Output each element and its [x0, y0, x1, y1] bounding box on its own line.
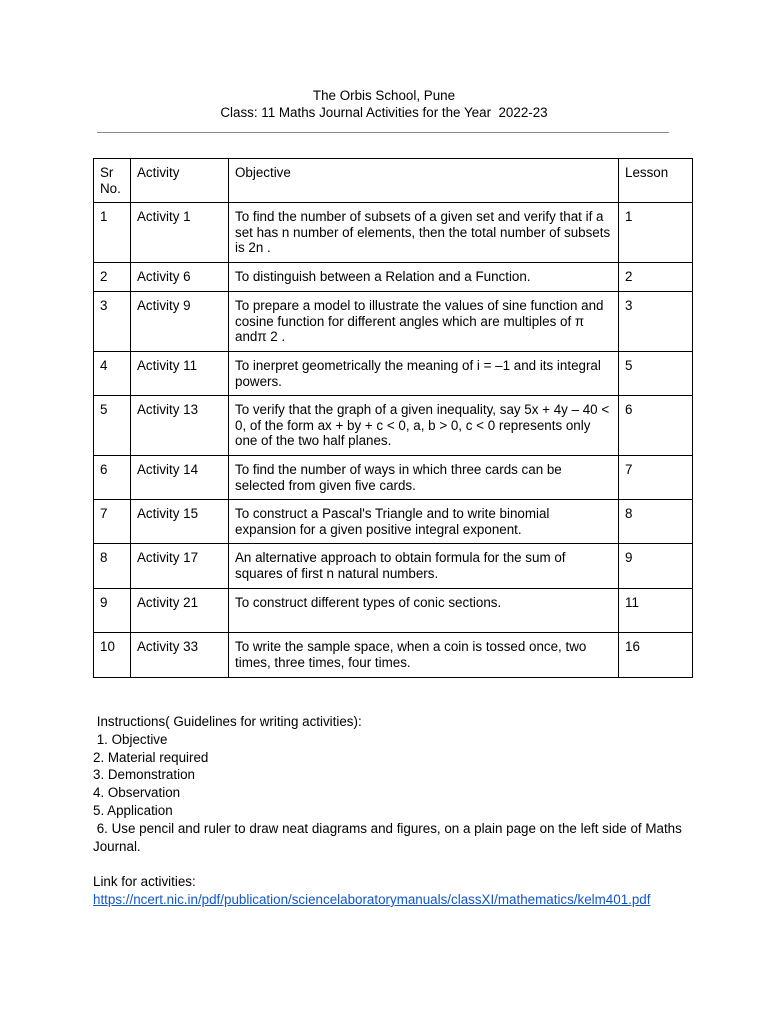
cell-sr: 1 [94, 203, 131, 263]
table-row [94, 292, 693, 352]
cell-sr: 5 [94, 396, 131, 456]
cell-activity: Activity 17 [131, 544, 229, 589]
cell-activity: Activity 21 [131, 589, 229, 633]
cell-sr: 2 [94, 263, 131, 292]
instruction-item: 5. Application [93, 802, 173, 818]
blank-line [93, 855, 693, 873]
cell-activity: Activity 1 [131, 203, 229, 263]
cell-activity: Activity 14 [131, 456, 229, 500]
cell-sr: 4 [94, 352, 131, 396]
table-row [94, 633, 693, 678]
table-row [94, 544, 693, 589]
cell-sr: 8 [94, 544, 131, 589]
cell-lesson: 8 [619, 500, 693, 544]
cell-lesson: 2 [619, 263, 693, 292]
activities-link[interactable]: https://ncert.nic.in/pdf/publication/sciencelaboratorymanuals/classXI/mathematics/kelm401.pdf [93, 891, 651, 907]
table-row [94, 263, 693, 292]
column-header-sr: Sr No. [94, 159, 131, 203]
column-header-objective: Objective [229, 159, 619, 203]
instruction-item: 6. Use pencil and ruler to draw neat diagrams and figures, on a plain page on the left side of Maths Journal. [93, 820, 686, 854]
cell-activity: Activity 33 [131, 633, 229, 678]
cell-sr: 3 [94, 292, 131, 352]
cell-lesson: 5 [619, 352, 693, 396]
cell-lesson: 3 [619, 292, 693, 352]
cell-lesson: 9 [619, 544, 693, 589]
document-header [0, 87, 768, 121]
cell-objective: To find the number of ways in which three cards can be selected from given five cards. [229, 456, 619, 500]
cell-lesson: 6 [619, 396, 693, 456]
instructions-section [93, 713, 693, 909]
cell-objective: To distinguish between a Relation and a Function. [229, 263, 619, 292]
cell-sr: 10 [94, 633, 131, 678]
instruction-item: 3. Demonstration [93, 767, 195, 783]
cell-activity: Activity 6 [131, 263, 229, 292]
cell-objective: To inerpret geometrically the meaning of i = –1 and its integral powers. [229, 352, 619, 396]
cell-activity: Activity 11 [131, 352, 229, 396]
instructions-heading: Instructions( Guidelines for writing activities): [93, 714, 362, 729]
table-header-row [94, 159, 693, 203]
column-header-lesson: Lesson [619, 159, 693, 203]
cell-sr: 7 [94, 500, 131, 544]
table-row [94, 456, 693, 500]
cell-sr: 9 [94, 589, 131, 633]
header-divider [97, 132, 669, 133]
cell-lesson: 1 [619, 203, 693, 263]
cell-lesson: 7 [619, 456, 693, 500]
cell-objective: An alternative approach to obtain formula for the sum of squares of first n natural numbers. [229, 544, 619, 589]
column-header-activity: Activity [131, 159, 229, 203]
table-row [94, 352, 693, 396]
cell-objective: To prepare a model to illustrate the values of sine function and cosine function for different angles which are multiples of π andπ 2 . [229, 292, 619, 352]
cell-objective: To write the sample space, when a coin is tossed once, two times, three times, four times. [229, 633, 619, 678]
table-row [94, 500, 693, 544]
table-row [94, 396, 693, 456]
cell-objective: To find the number of subsets of a given set and verify that if a set has n number of elements, then the total number of subsets is 2n . [229, 203, 619, 263]
instruction-item: 2. Material required [93, 749, 209, 765]
cell-lesson: 11 [619, 589, 693, 633]
table-row [94, 589, 693, 633]
cell-activity: Activity 13 [131, 396, 229, 456]
cell-activity: Activity 9 [131, 292, 229, 352]
instruction-item: 1. Objective [93, 731, 168, 747]
cell-objective: To verify that the graph of a given inequality, say 5x + 4y – 40 < 0, of the form ax + by + c < 0, a, b > 0, c < 0 represents only one of the two half planes. [229, 396, 619, 456]
document-subtitle: Class: 11 Maths Journal Activities for the Year 2022-23 [220, 105, 548, 120]
cell-activity: Activity 15 [131, 500, 229, 544]
table-row [94, 203, 693, 263]
instruction-item: 4. Observation [93, 785, 181, 801]
school-name: The Orbis School, Pune [312, 88, 456, 103]
cell-lesson: 16 [619, 633, 693, 678]
activities-table [93, 158, 693, 678]
cell-objective: To construct different types of conic sections. [229, 589, 619, 633]
link-label: Link for activities: [93, 874, 196, 890]
cell-sr: 6 [94, 456, 131, 500]
cell-objective: To construct a Pascal's Triangle and to write binomial expansion for a given positive integral exponent. [229, 500, 619, 544]
